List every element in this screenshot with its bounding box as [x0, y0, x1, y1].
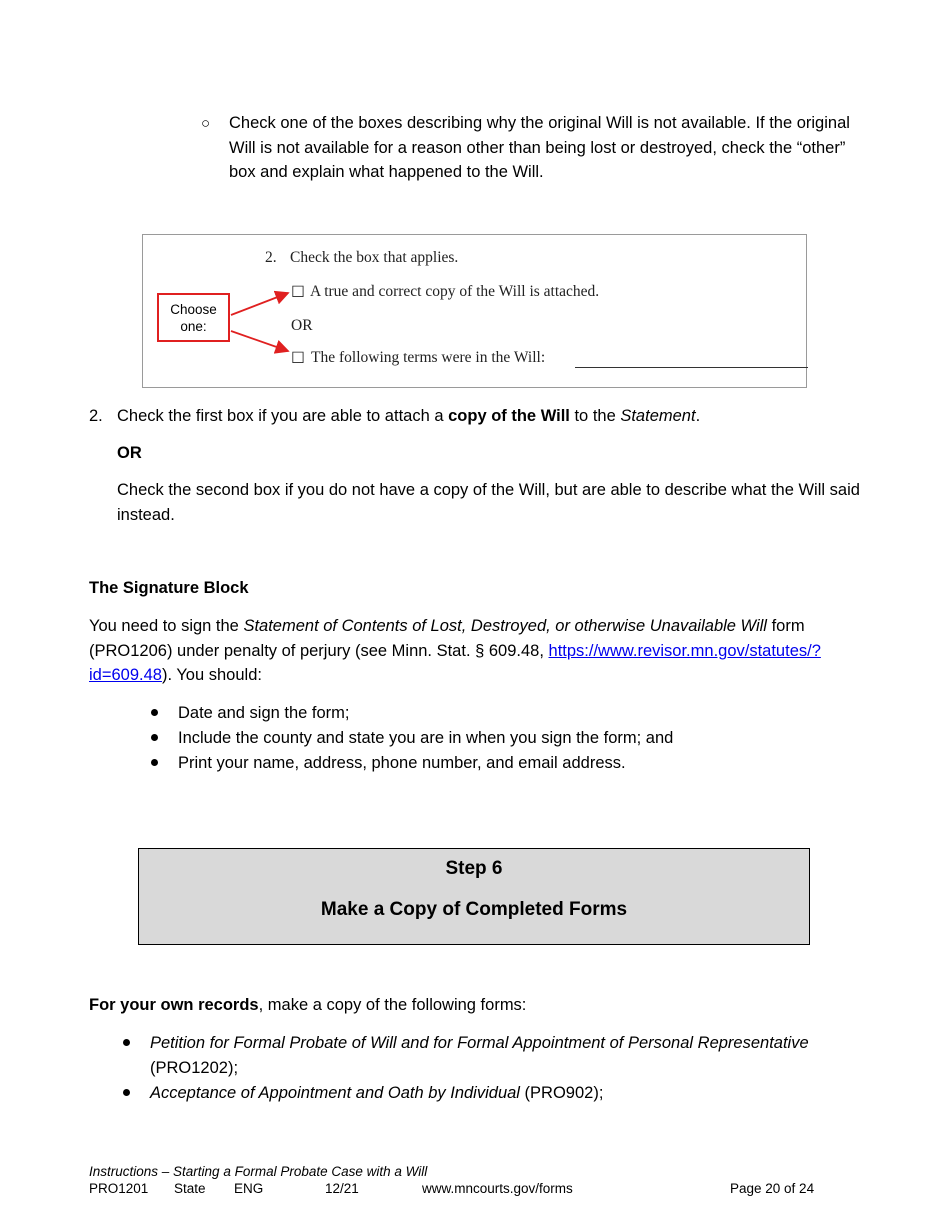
item2-italic: Statement — [620, 407, 696, 425]
footer-language: ENG — [234, 1181, 264, 1196]
item2-or: OR — [117, 444, 142, 462]
step-label: Step 6 — [445, 858, 503, 879]
signature-heading: The Signature Block — [89, 579, 249, 597]
item2-number: 2. — [89, 407, 103, 425]
signature-bullet-3: Print your name, address, phone number, and email address. — [178, 754, 626, 772]
item2-second-paragraph: Check the second box if you do not have a copy of the Will, but are able to describe what the Will said instead. — [117, 481, 860, 524]
figure-or-label: OR — [291, 317, 313, 334]
item2-text: Check the first box if you are able to attach a copy of the Will to the Statement. — [117, 407, 701, 425]
figure-instruction: Check the box that applies. — [290, 249, 459, 266]
footer-page-number: Page 20 of 24 — [730, 1181, 815, 1196]
records-intro: For your own records, make a copy of the following forms: — [89, 996, 527, 1014]
bullet-dot — [151, 759, 158, 766]
signature-form-title: Statement of Contents of Lost, Destroyed, or otherwise Unavailable Will — [243, 617, 767, 635]
figure-item-number: 2. — [265, 249, 277, 266]
records-item-1: Petition for Formal Probate of Will and for Formal Appointment of Personal Representative (PRO1202); — [150, 1034, 809, 1077]
terms-blank-line — [575, 367, 808, 368]
signature-paragraph: You need to sign the Statement of Contents of Lost, Destroyed, or otherwise Unavailable Will form (PRO1206) under penalty of perjury (see Minn. Stat. § 609.48, https://www.revisor.mn.gov/statutes/?id=609.48). You should: — [89, 617, 821, 684]
records-bold: For your own records — [89, 996, 259, 1014]
option2-text: The following terms were in the Will: — [311, 349, 546, 366]
statute-link[interactable]: https://www.revisor.mn.gov/statutes/?id=609.48 — [89, 641, 821, 684]
records-item-2: Acceptance of Appointment and Oath by Individual (PRO902); — [150, 1084, 604, 1102]
item2-bold: copy of the Will — [448, 407, 570, 425]
option1-text: A true and correct copy of the Will is attached. — [310, 283, 600, 300]
callout-label: Choose one: — [170, 302, 217, 334]
footer-state: State — [174, 1181, 206, 1196]
arrow-to-option1 — [231, 293, 288, 315]
option1-checkbox: ☐ — [291, 284, 305, 301]
form-excerpt-figure — [142, 234, 807, 388]
footer-date: 12/21 — [325, 1181, 359, 1196]
step-6-box — [138, 848, 810, 945]
option2-checkbox: ☐ — [291, 350, 305, 367]
bullet-dot — [123, 1089, 130, 1096]
footer-title: Instructions – Starting a Formal Probate Case with a Will — [89, 1164, 428, 1179]
sub-bullet-marker: ○ — [201, 115, 211, 132]
signature-bullet-2: Include the county and state you are in when you sign the form; and — [178, 729, 674, 747]
sub-bullet-text: Check one of the boxes describing why the original Will is not available. If the original Will is not available for a reason other than being lost or destroyed, check the “other” box and explain what happened to the Will. — [229, 114, 850, 181]
bullet-dot — [151, 709, 158, 716]
bullet-dot — [123, 1039, 130, 1046]
footer-form-code: PRO1201 — [89, 1181, 149, 1196]
signature-bullet-1: Date and sign the form; — [178, 704, 350, 722]
bullet-dot — [151, 734, 158, 741]
footer-url: www.mncourts.gov/forms — [422, 1181, 573, 1196]
arrow-to-option2 — [231, 331, 288, 351]
step-title: Make a Copy of Completed Forms — [320, 899, 628, 920]
